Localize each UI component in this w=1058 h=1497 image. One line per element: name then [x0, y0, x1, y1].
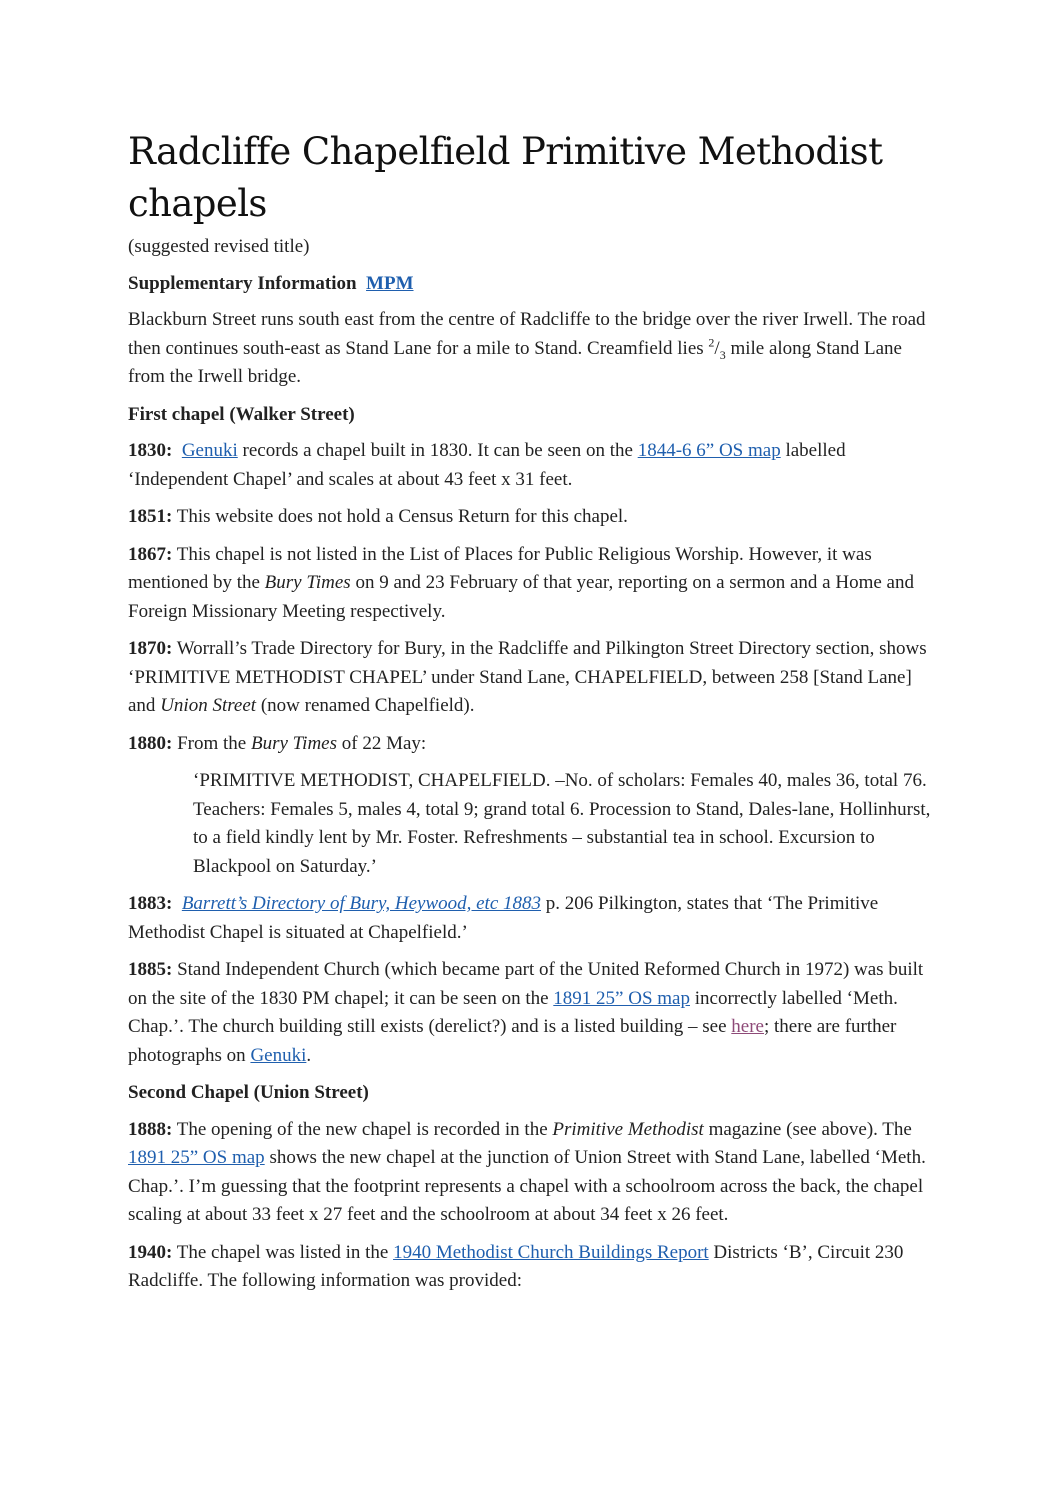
buildings-report-link[interactable]: 1940 Methodist Church Buildings Report	[393, 1241, 709, 1263]
entry-text: From the	[172, 732, 251, 754]
supplementary-info	[128, 270, 936, 299]
entry-italic: Primitive Methodist	[552, 1118, 704, 1140]
page-title: Radcliffe Chapelfield Primitive Methodist chapels	[128, 130, 883, 225]
entry-text: of 22 May:	[337, 732, 427, 754]
document-page	[128, 126, 936, 1305]
entry-year: 1867:	[128, 543, 173, 565]
entry-text: The chapel was listed in the	[172, 1241, 394, 1263]
first-chapel-heading: First chapel (Walker Street)	[128, 403, 355, 425]
subtitle: (suggested revised title)	[128, 236, 310, 257]
entry-italic: Union Street	[160, 695, 257, 716]
entry-text: This website does not hold a Census Return for this chapel.	[172, 506, 628, 527]
intro-text-2: mile along Stand Lane from the Irwell bridge.	[128, 337, 902, 387]
entry-1885	[128, 956, 936, 1070]
entry-text: labelled ‘Independent Chapel’ and scales at about 43 feet x 31 feet.	[128, 440, 846, 490]
entry-year: 1870:	[128, 638, 173, 659]
entry-italic: Bury Times	[250, 732, 337, 754]
intro-text-1: Blackburn Street runs south east from the centre of Radcliffe to the bridge over the river Irwell. The road then continues south-east as Stand Lane for a mile to Stand. Creamfield lies	[128, 309, 926, 359]
entry-text: (now renamed Chapelfield).	[256, 695, 475, 716]
entry-text: Districts ‘B’, Circuit 230 Radcliffe. The following information was provided:	[128, 1241, 904, 1291]
entry-text: This chapel is not listed in the List of Places for Public Religious Worship. However, it was mentioned by the	[128, 543, 872, 593]
entry-text: incorrectly labelled ‘Meth. Chap.’. The church building still exists (derelict?) and is a listed building – see	[128, 987, 898, 1037]
os-map-1891-link[interactable]: 1891 25” OS map	[553, 987, 690, 1009]
entry-1883	[128, 890, 936, 947]
entry-text: records a chapel built in 1830. It can be seen on the	[237, 440, 638, 461]
entry-year: 1888:	[128, 1118, 173, 1140]
entry-year: 1830:	[128, 440, 173, 461]
entry-italic: Bury Times	[264, 572, 351, 593]
entry-year: 1880:	[128, 732, 173, 754]
os-map-1891-link-2[interactable]: 1891 25” OS map	[128, 1147, 265, 1168]
os-map-1844-link[interactable]: 1844-6 6” OS map	[637, 440, 781, 461]
entry-1880	[128, 730, 936, 759]
entry-text: ; there are further photographs on	[128, 1016, 897, 1066]
entry-text: Worrall’s Trade Directory for Bury, in the Radcliffe and Pilkington Street Directory section, shows ‘PRIMITIVE METHODIST CHAPEL’ under Stand Lane, CHAPELFIELD, between 258 [Stand Lane] and	[128, 638, 927, 716]
entry-year: 1883:	[128, 893, 173, 914]
entry-text: Stand Independent Church (which became part of the United Reformed Church in 1972) was built on the site of the 1830 PM chapel; it can be seen on the	[128, 959, 924, 1009]
entry-1830	[128, 437, 936, 494]
entry-year: 1885:	[128, 959, 173, 980]
genuki-photos-link[interactable]: Genuki	[250, 1044, 307, 1066]
fraction-denominator: 3	[719, 347, 726, 362]
quote-1880: ‘PRIMITIVE METHODIST, CHAPELFIELD. –No. of scholars: Females 40, males 36, total 76. Teachers: Females 5, males 4, total 9; grand total 6. Procession to Stand, Dales-lane, Hollinhurst, to a field kindly lent by Mr. Foster. Refreshments – substantial tea in school. Excursion to Blackpool on Saturday.’	[193, 770, 931, 877]
entry-text: magazine (see above). The	[703, 1118, 912, 1140]
fraction-numerator: 2	[708, 335, 715, 350]
mpm-link[interactable]: MPM	[366, 272, 414, 294]
barretts-directory-link[interactable]: Barrett’s Directory of Bury, Heywood, etc 1883	[181, 893, 542, 914]
entry-text: .	[306, 1044, 312, 1066]
entry-1940	[128, 1239, 936, 1296]
entry-1867	[128, 541, 936, 627]
supplementary-label: Supplementary Information	[128, 272, 357, 294]
here-link[interactable]: here	[731, 1016, 764, 1037]
entry-text: on 9 and 23 February of that year, reporting on a sermon and a Home and Foreign Missionary Meeting respectively.	[128, 572, 914, 622]
entry-1888	[128, 1116, 936, 1230]
entry-text: The opening of the new chapel is recorded in the	[172, 1118, 553, 1140]
genuki-link[interactable]: Genuki	[181, 440, 238, 461]
entry-text: shows the new chapel at the junction of Union Street with Stand Lane, labelled ‘Meth. Chap.’. I’m guessing that the footprint represents a chapel with a schoolroom across the back, the chapel scaling at about 33 feet x 27 feet and the schoolroom at about 34 feet x 26 feet.	[128, 1147, 926, 1225]
entry-1870	[128, 635, 936, 721]
intro-paragraph	[128, 306, 936, 392]
fraction-slash: /	[714, 337, 720, 359]
entry-year: 1940:	[128, 1241, 173, 1263]
entry-text: p. 206 Pilkington, states that ‘The Primitive Methodist Chapel is situated at Chapelfield.’	[128, 893, 879, 943]
second-chapel-heading: Second Chapel (Union Street)	[128, 1082, 369, 1103]
entry-year: 1851:	[128, 506, 173, 527]
entry-1851	[128, 503, 936, 532]
